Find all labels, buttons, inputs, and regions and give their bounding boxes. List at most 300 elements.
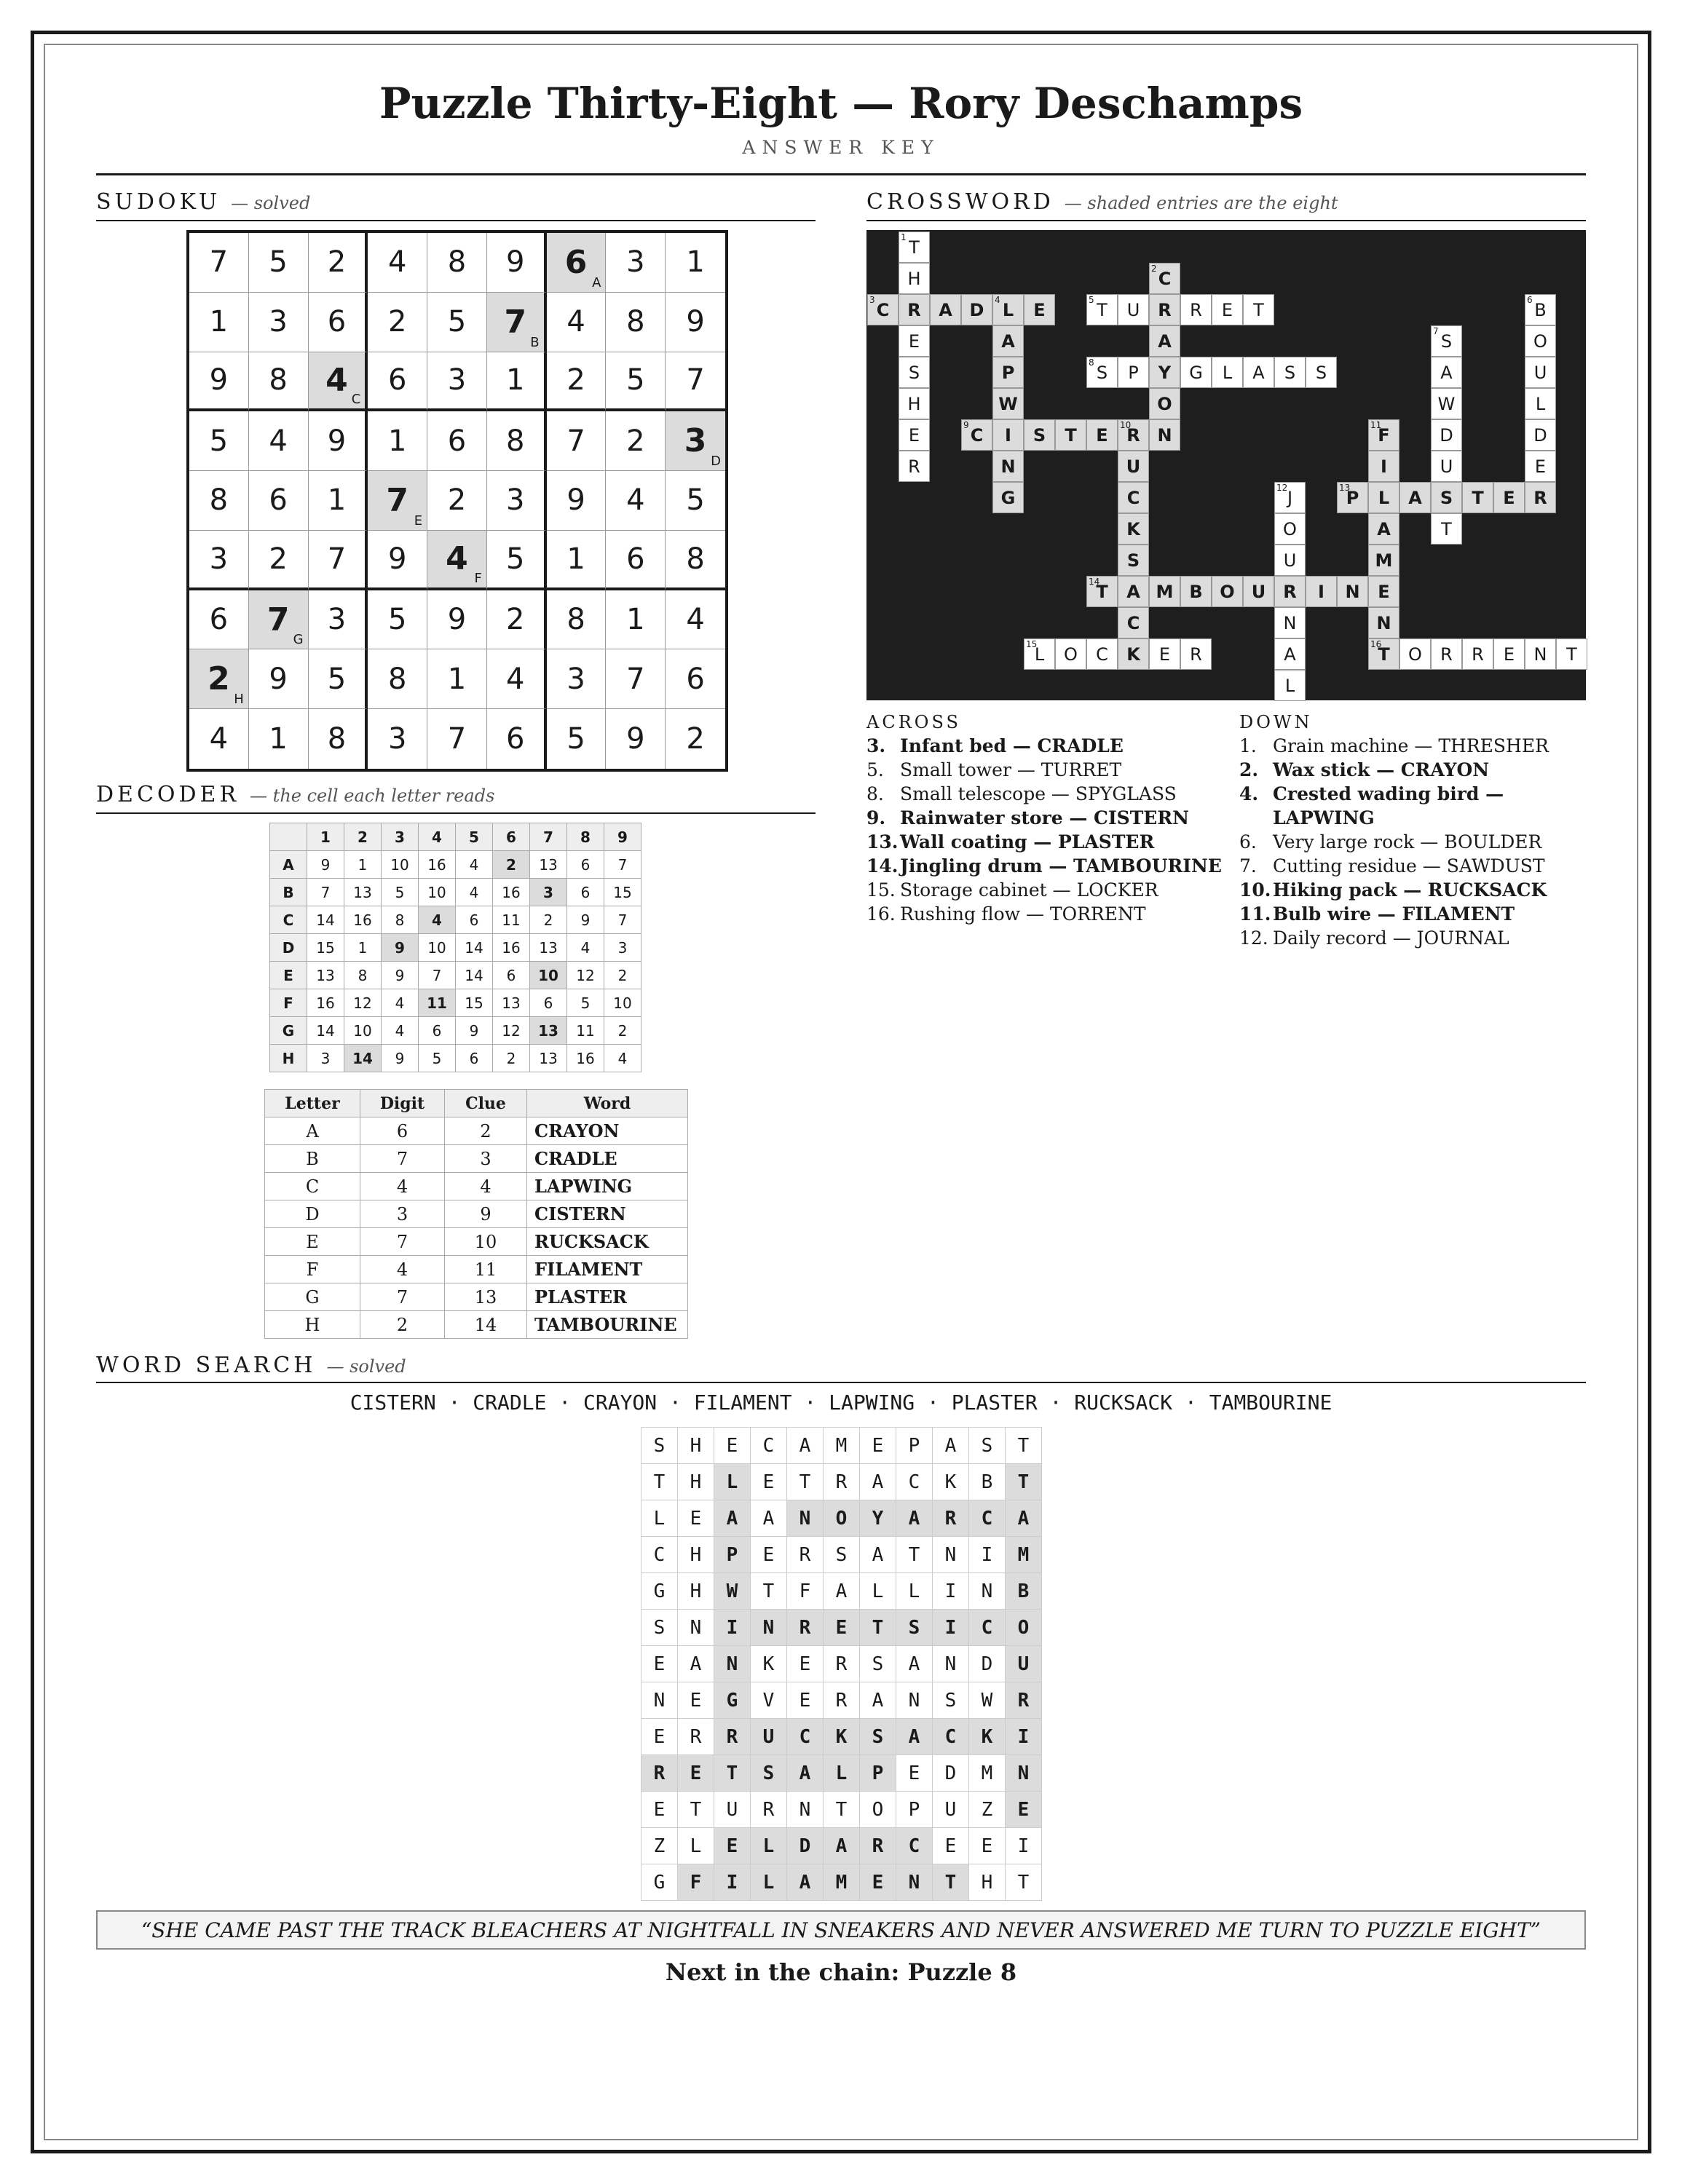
wordsearch-cell: N: [641, 1682, 678, 1719]
decoder-row-header: B: [270, 879, 307, 906]
sudoku-cell: 9: [189, 352, 249, 412]
decoder-cell: 14: [307, 906, 344, 934]
crossword-cell: D: [1525, 419, 1556, 451]
key-row: [265, 1145, 688, 1173]
wordsearch-cell: N: [896, 1682, 933, 1719]
wordsearch-cell: K: [969, 1719, 1006, 1755]
decoder-cell: 12: [493, 1017, 530, 1045]
wordsearch-cell: P: [860, 1755, 896, 1792]
wordsearch-cell: G: [641, 1573, 678, 1610]
across-heading: ACROSS: [866, 712, 961, 732]
sudoku-cell: 8: [547, 590, 607, 650]
crossword-cell: 15 L: [1024, 638, 1055, 670]
wordsearch-cell: A: [824, 1828, 860, 1864]
wordsearch-cell: K: [824, 1719, 860, 1755]
wordsearch-cell: L: [641, 1500, 678, 1537]
sudoku-cell: 3: [189, 531, 249, 590]
decoder-cell: 16: [307, 989, 344, 1017]
crossword-cell: H: [899, 263, 930, 294]
decoder-cell: 11: [419, 989, 456, 1017]
sudoku-cell: 2: [606, 411, 666, 471]
decoder-cell: 1: [344, 851, 382, 879]
wordsearch-cell: L: [678, 1828, 714, 1864]
wordsearch-cell: T: [641, 1464, 678, 1500]
decoder-cell: 16: [344, 906, 382, 934]
wordsearch-cell: T: [787, 1464, 824, 1500]
sudoku-cell: 2: [368, 293, 427, 352]
decoder-cell: 11: [493, 906, 530, 934]
sudoku-cell: 5: [666, 471, 725, 531]
wordsearch-cell: W: [714, 1573, 751, 1610]
wordsearch-cell: V: [751, 1682, 787, 1719]
decoder-cell: 14: [456, 934, 493, 962]
decoder-cell: 3: [604, 934, 641, 962]
crossword-cell: E: [1024, 294, 1055, 325]
clue: 13. Wall coating — PLASTER: [866, 831, 1155, 852]
decoder-row-header: E: [270, 962, 307, 989]
decoder-col-header: 6: [493, 823, 530, 851]
crossword-cell: R: [1462, 638, 1493, 670]
key-header: Clue: [445, 1090, 527, 1117]
decoder-row: [270, 1017, 641, 1045]
key-cell: FILAMENT: [527, 1256, 688, 1283]
wordsearch-cell: A: [896, 1500, 933, 1537]
clue: 12. Daily record — JOURNAL: [1239, 927, 1509, 949]
clue: 7. Cutting residue — SAWDUST: [1239, 855, 1545, 877]
wordsearch-cell: A: [824, 1573, 860, 1610]
decoder-cell: 2: [493, 1045, 530, 1072]
key-cell: TAMBOURINE: [527, 1311, 688, 1339]
wordsearch-cell: Y: [860, 1500, 896, 1537]
sudoku-cell: 2: [487, 590, 547, 650]
wordsearch-cell: A: [787, 1864, 824, 1901]
key-cell: 13: [445, 1283, 527, 1311]
wordsearch-cell: M: [824, 1864, 860, 1901]
sudoku-cell: 8: [666, 531, 725, 590]
sudoku-cell: 1: [309, 471, 368, 531]
crossword-cell: 4 L: [992, 294, 1024, 325]
wordsearch-cell: S: [969, 1428, 1006, 1464]
decoder-cell: 5: [382, 879, 419, 906]
decoder-cell: 13: [530, 1045, 567, 1072]
decoder-note: — the cell each letter reads: [250, 786, 495, 806]
crossword-cell: 14 T: [1086, 576, 1118, 607]
crossword-cell: H: [899, 388, 930, 419]
crossword-cell: W: [992, 388, 1024, 419]
sudoku-cell-letter: F: [474, 570, 482, 586]
wordsearch-cell: E: [933, 1828, 969, 1864]
decoder-cell: 10: [344, 1017, 382, 1045]
crossword-cell: U: [1118, 451, 1149, 482]
wordsearch-cell: U: [933, 1792, 969, 1828]
wordsearch-cell: U: [751, 1719, 787, 1755]
crossword-cell: I: [992, 419, 1024, 451]
crossword-cell: S: [1118, 545, 1149, 576]
wordsearch-cell: A: [860, 1537, 896, 1573]
sudoku-cell: 5: [249, 233, 309, 293]
sudoku-cell: 2 H: [189, 649, 249, 709]
key-cell: 7: [360, 1283, 445, 1311]
crossword-cell: 2 C: [1149, 263, 1180, 294]
wordsearch-cell: L: [824, 1755, 860, 1792]
crossword-cell: U: [1274, 545, 1306, 576]
wordsearch-cell: B: [969, 1464, 1006, 1500]
decoder-row: [270, 879, 641, 906]
clue: 6. Very large rock — BOULDER: [1239, 831, 1542, 852]
crossword-cell: T: [1243, 294, 1274, 325]
wordsearch-cell: E: [641, 1719, 678, 1755]
key-cell: 9: [445, 1200, 527, 1228]
wordsearch-cell: U: [1006, 1646, 1042, 1682]
key-cell: G: [265, 1283, 360, 1311]
wordsearch-cell: E: [678, 1755, 714, 1792]
wordsearch-cell: I: [714, 1610, 751, 1646]
crossword-cell: A: [1243, 357, 1274, 388]
wordsearch-cell: S: [751, 1755, 787, 1792]
decoder-cell: 5: [419, 1045, 456, 1072]
wordsearch-cell: E: [714, 1428, 751, 1464]
decoder-grid: [269, 823, 641, 1072]
key-cell: D: [265, 1200, 360, 1228]
sudoku-cell: 7 E: [368, 471, 427, 531]
wordsearch-cell: T: [714, 1755, 751, 1792]
crossword-cell: R: [1149, 294, 1180, 325]
sudoku-cell: 9: [427, 590, 487, 650]
decoder-cell: 9: [307, 851, 344, 879]
wordsearch-cell: P: [714, 1537, 751, 1573]
decoder-col-header: 1: [307, 823, 344, 851]
wordsearch-cell: L: [896, 1573, 933, 1610]
sudoku-cell: 7: [189, 233, 249, 293]
decoder-col-header: 9: [604, 823, 641, 851]
decoder-cell: 12: [567, 962, 604, 989]
crossword-cell: U: [1118, 294, 1149, 325]
wordsearch-cell: R: [860, 1828, 896, 1864]
decoder-cell: 7: [604, 906, 641, 934]
wordsearch-cell: F: [787, 1573, 824, 1610]
sudoku-cell: 5: [189, 411, 249, 471]
wordsearch-cell: A: [896, 1719, 933, 1755]
wordsearch-cell: E: [969, 1828, 1006, 1864]
crossword-cell: M: [1368, 545, 1399, 576]
sudoku-cell: 3: [427, 352, 487, 412]
page-subtitle: ANSWER KEY: [742, 137, 940, 158]
wordsearch-cell: N: [751, 1610, 787, 1646]
wordsearch-cell: P: [896, 1428, 933, 1464]
wordsearch-cell: M: [969, 1755, 1006, 1792]
crossword-grid: [866, 230, 1586, 700]
key-row: [265, 1117, 688, 1145]
key-row: [265, 1200, 688, 1228]
crossword-cell: O: [1274, 513, 1306, 545]
crossword-cell: E: [1493, 638, 1525, 670]
key-cell: A: [265, 1117, 360, 1145]
crossword-cell: L: [1525, 388, 1556, 419]
decoder-cell: 15: [604, 879, 641, 906]
decoder-cell: 14: [307, 1017, 344, 1045]
key-cell: 7: [360, 1145, 445, 1173]
wordsearch-cell: D: [933, 1755, 969, 1792]
decoder-cell: 2: [604, 1017, 641, 1045]
decoder-cell: 6: [530, 989, 567, 1017]
crossword-cell: M: [1149, 576, 1180, 607]
wordsearch-cell: E: [787, 1682, 824, 1719]
crossword-cell: S: [1306, 357, 1337, 388]
wordsearch-rule: [96, 1382, 1586, 1383]
crossword-cell: T: [1431, 513, 1462, 545]
crossword-cell: 8 S: [1086, 357, 1118, 388]
wordsearch-cell: I: [1006, 1719, 1042, 1755]
wordsearch-heading: WORD SEARCH — solved: [96, 1353, 406, 1378]
crossword-cell: L: [1212, 357, 1243, 388]
crossword-cell: R: [899, 294, 930, 325]
wordsearch-cell: G: [641, 1864, 678, 1901]
sudoku-note: — solved: [231, 193, 311, 213]
wordsearch-cell: L: [751, 1828, 787, 1864]
crossword-cell: A: [992, 325, 1024, 357]
decoder-cell: 15: [456, 989, 493, 1017]
sudoku-cell: 1: [249, 709, 309, 769]
key-cell: C: [265, 1173, 360, 1200]
decoder-cell: 6: [456, 906, 493, 934]
crossword-cell: O: [1149, 388, 1180, 419]
crossword-cell: R: [1180, 638, 1212, 670]
decoder-cell: 6: [419, 1017, 456, 1045]
sudoku-cell: 7: [606, 649, 666, 709]
sudoku-cell: 1: [487, 352, 547, 412]
wordsearch-cell: N: [787, 1500, 824, 1537]
crossword-cell: K: [1118, 638, 1149, 670]
crossword-cell: U: [1525, 357, 1556, 388]
wordsearch-cell: D: [787, 1828, 824, 1864]
decoder-cell: 12: [344, 989, 382, 1017]
decoder-row-header: G: [270, 1017, 307, 1045]
crossword-cell: A: [1149, 325, 1180, 357]
wordsearch-cell: R: [641, 1755, 678, 1792]
wordsearch-cell: O: [1006, 1610, 1042, 1646]
sudoku-cell: 7: [666, 352, 725, 412]
crossword-cell: 7 S: [1431, 325, 1462, 357]
next-puzzle-note: Next in the chain: Puzzle 8: [665, 1958, 1017, 1986]
key-cell: 4: [360, 1173, 445, 1200]
sudoku-cell: 6: [309, 293, 368, 352]
crossword-cell: C: [1118, 607, 1149, 638]
sudoku-cell: 5: [368, 590, 427, 650]
wordsearch-cell: N: [714, 1646, 751, 1682]
wordsearch-cell: E: [641, 1646, 678, 1682]
decoder-cell: 9: [382, 934, 419, 962]
wordsearch-cell: I: [933, 1573, 969, 1610]
sudoku-rule: [96, 220, 816, 221]
decoder-col-header: 2: [344, 823, 382, 851]
crossword-cell: S: [1274, 357, 1306, 388]
key-cell: 7: [360, 1228, 445, 1256]
crossword-cell: A: [1118, 576, 1149, 607]
crossword-cell: 6 B: [1525, 294, 1556, 325]
sudoku-cell: 6 A: [547, 233, 607, 293]
crossword-cell: B: [1180, 576, 1212, 607]
sudoku-cell: 6: [606, 531, 666, 590]
sudoku-cell: 4: [368, 233, 427, 293]
crossword-cell: S: [899, 357, 930, 388]
crossword-cell: C: [1118, 482, 1149, 513]
wordsearch-cell: O: [860, 1792, 896, 1828]
wordsearch-cell: N: [933, 1646, 969, 1682]
crossword-cell: A: [1399, 482, 1431, 513]
sudoku-cell: 9: [606, 709, 666, 769]
crossword-cell: 9 C: [961, 419, 992, 451]
wordsearch-cell: Z: [641, 1828, 678, 1864]
key-row: [265, 1228, 688, 1256]
crossword-cell: L: [1368, 482, 1399, 513]
wordsearch-cell: B: [1006, 1573, 1042, 1610]
decoder-cell: 4: [456, 879, 493, 906]
key-row: [265, 1311, 688, 1339]
decoder-cell: 7: [307, 879, 344, 906]
crossword-cell: A: [930, 294, 961, 325]
clue: 14. Jingling drum — TAMBOURINE: [866, 855, 1222, 877]
decoder-row: [270, 851, 641, 879]
clue: 16. Rushing flow — TORRENT: [866, 903, 1146, 925]
crossword-cell: N: [992, 451, 1024, 482]
key-cell: CRAYON: [527, 1117, 688, 1145]
sudoku-grid: [186, 230, 728, 772]
sudoku-cell: 9: [666, 293, 725, 352]
wordsearch-cell: T: [1006, 1464, 1042, 1500]
decoder-col-header: 4: [419, 823, 456, 851]
decoder-row-header: A: [270, 851, 307, 879]
sudoku-cell-letter: D: [711, 454, 721, 470]
key-cell: B: [265, 1145, 360, 1173]
crossword-cell: P: [992, 357, 1024, 388]
crossword-cell: G: [1180, 357, 1212, 388]
key-cell: H: [265, 1311, 360, 1339]
decoder-cell: 16: [493, 934, 530, 962]
wordsearch-note: — solved: [326, 1356, 406, 1377]
key-row: [265, 1283, 688, 1311]
decoder-cell: 9: [382, 1045, 419, 1072]
sudoku-cell-letter: B: [530, 334, 540, 350]
wordsearch-cell: R: [824, 1646, 860, 1682]
wordsearch-cell: E: [860, 1864, 896, 1901]
wordsearch-cell: L: [751, 1864, 787, 1901]
sudoku-cell: 4 F: [427, 531, 487, 590]
sudoku-cell: 6: [666, 649, 725, 709]
crossword-cell: O: [1055, 638, 1086, 670]
decoder-cell: 13: [344, 879, 382, 906]
wordsearch-cell: R: [933, 1500, 969, 1537]
sudoku-cell-letter: H: [234, 692, 244, 708]
decoder-cell: 8: [382, 906, 419, 934]
key-cell: 10: [445, 1228, 527, 1256]
crossword-cell: T: [1556, 638, 1587, 670]
key-cell: LAPWING: [527, 1173, 688, 1200]
wordsearch-cell: R: [751, 1792, 787, 1828]
decoder-cell: 9: [382, 962, 419, 989]
wordsearch-cell: G: [714, 1682, 751, 1719]
crossword-cell: 13 P: [1337, 482, 1368, 513]
crossword-cell: A: [1274, 638, 1306, 670]
decoder-cell: 7: [419, 962, 456, 989]
crossword-cell: D: [1431, 419, 1462, 451]
wordsearch-cell: I: [933, 1610, 969, 1646]
crossword-cell: E: [899, 325, 930, 357]
sudoku-cell: 5: [547, 709, 607, 769]
decoder-row: [270, 962, 641, 989]
clue: 3. Infant bed — CRADLE: [866, 735, 1124, 756]
crossword-cell: 10 R: [1118, 419, 1149, 451]
decoder-cell: 10: [382, 851, 419, 879]
crossword-cell: E: [1149, 638, 1180, 670]
sudoku-cell: 3: [309, 590, 368, 650]
key-cell: 4: [360, 1256, 445, 1283]
decoder-cell: 13: [493, 989, 530, 1017]
wordsearch-cell: E: [860, 1428, 896, 1464]
key-cell: 4: [445, 1173, 527, 1200]
key-row: [265, 1256, 688, 1283]
wordsearch-cell: T: [896, 1537, 933, 1573]
wordsearch-cell: C: [969, 1500, 1006, 1537]
hidden-message: “SHE CAME PAST THE TRACK BLEACHERS AT NIGHTFALL IN SNEAKERS AND NEVER ANSWERED ME TURN TO PUZZLE EIGHT”: [96, 1910, 1586, 1950]
decoder-cell: 4: [382, 1017, 419, 1045]
decoder-row: [270, 1045, 641, 1072]
crossword-cell: I: [1306, 576, 1337, 607]
wordsearch-cell: R: [787, 1610, 824, 1646]
key-cell: CISTERN: [527, 1200, 688, 1228]
decoder-cell: 14: [456, 962, 493, 989]
decoder-row: [270, 989, 641, 1017]
sudoku-cell: 4: [547, 293, 607, 352]
wordsearch-cell: H: [969, 1864, 1006, 1901]
wordsearch-cell: T: [751, 1573, 787, 1610]
crossword-cell: E: [1368, 576, 1399, 607]
decoder-cell: 2: [604, 962, 641, 989]
decoder-cell: 3: [307, 1045, 344, 1072]
wordsearch-cell: W: [969, 1682, 1006, 1719]
clue: 5. Small tower — TURRET: [866, 759, 1122, 780]
decoder-cell: 16: [419, 851, 456, 879]
sudoku-cell: 2: [686, 722, 705, 756]
clue: 1. Grain machine — THRESHER: [1239, 735, 1549, 756]
wordsearch-cell: O: [824, 1500, 860, 1537]
decoder-cell: 13: [530, 934, 567, 962]
sudoku-heading: SUDOKU — solved: [96, 189, 311, 215]
key-cell: F: [265, 1256, 360, 1283]
decoder-row-header: F: [270, 989, 307, 1017]
crossword-cell: U: [1431, 451, 1462, 482]
sudoku-cell: 5: [309, 649, 368, 709]
decoder-cell: 5: [567, 989, 604, 1017]
wordsearch-cell: S: [641, 1428, 678, 1464]
decoder-row-header: H: [270, 1045, 307, 1072]
crossword-cell: O: [1525, 325, 1556, 357]
down-heading: DOWN: [1239, 712, 1313, 732]
crossword-cell: E: [1086, 419, 1118, 451]
decoder-col-header: 5: [456, 823, 493, 851]
sudoku-cell: 2: [547, 352, 607, 412]
title-rule: [96, 173, 1586, 175]
crossword-cell: S: [1024, 419, 1055, 451]
crossword-cell: N: [1368, 607, 1399, 638]
sudoku-cell: 4: [249, 411, 309, 471]
wordsearch-cell: C: [896, 1464, 933, 1500]
sudoku-cell-letter: G: [293, 632, 304, 648]
decoder-cell: 14: [344, 1045, 382, 1072]
crossword-cell: T: [1055, 419, 1086, 451]
crossword-cell: E: [899, 419, 930, 451]
wordsearch-cell: D: [969, 1646, 1006, 1682]
crossword-cell: N: [1274, 607, 1306, 638]
